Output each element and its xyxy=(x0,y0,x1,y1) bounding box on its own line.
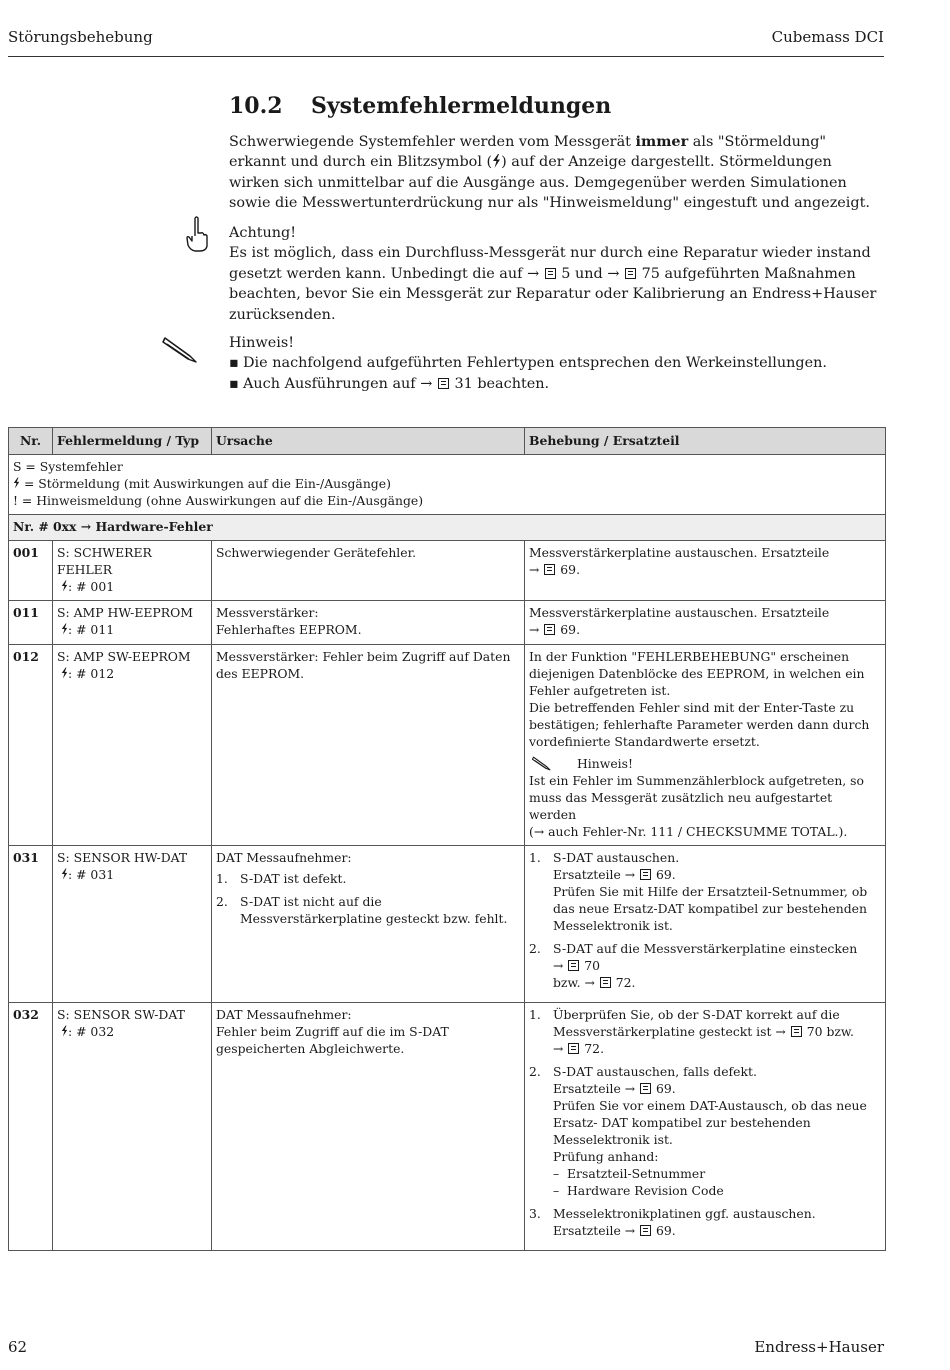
page-ref[interactable] xyxy=(420,376,473,392)
list-item xyxy=(529,1006,881,1057)
remedy-text: Messverstärkerplatine austauschen. Ersatzteile xyxy=(529,605,830,620)
cause-text: Messverstärker: xyxy=(216,605,319,620)
lightning-icon xyxy=(61,580,68,592)
header-product-name: Cubemass DCI xyxy=(771,28,884,46)
page-icon xyxy=(544,564,555,575)
list-item xyxy=(529,1063,881,1199)
dash-text: Ersatzteil-Setnummer xyxy=(567,1166,706,1181)
table-row xyxy=(9,601,886,645)
list-text xyxy=(553,940,881,991)
section-number: 10.2 xyxy=(229,93,283,119)
error-code xyxy=(57,578,207,595)
list-item xyxy=(216,870,520,887)
remedy-cell xyxy=(525,541,886,601)
error-number: 032 xyxy=(9,1003,53,1251)
page-ref[interactable] xyxy=(584,975,635,990)
remedy-text: bzw. xyxy=(822,1024,854,1039)
remedy-text: Messelektronikplatinen ggf. austauschen. xyxy=(553,1206,816,1221)
page-ref[interactable] xyxy=(775,1024,822,1039)
pointing-hand-icon xyxy=(184,216,210,254)
col-header-remedy: Behebung / Ersatzteil xyxy=(525,428,886,455)
page-ref-number: 31 xyxy=(454,375,473,392)
cause-title: DAT Messaufnehmer: xyxy=(216,1007,352,1022)
page-icon xyxy=(640,1225,651,1236)
page-number: 62 xyxy=(8,1338,28,1356)
intro-text-3: ) auf der Anzeige dargestellt. Störmeldungen wirken sich unmittelbar auf die Ausgänge aus. Demgegenüber werden Simulationen sowie die Messwertunterdrückung nur als "Hinweismeldung" eingestuft und angezeigt. xyxy=(229,154,870,212)
col-header-cause: Ursache xyxy=(212,428,525,455)
remedy-text: Die betreffenden Fehler sind mit der Enter-Taste zu bestätigen; fehlerhafte Parameter werden dann durch vordefinierte Standardwerte ersetzt. xyxy=(529,700,870,749)
group-label: Nr. # 0xx xyxy=(13,519,81,534)
page-ref[interactable] xyxy=(527,266,570,282)
col-header-nr: Nr. xyxy=(9,428,53,455)
arrow-icon: → xyxy=(527,265,540,282)
arrow-icon: → xyxy=(584,975,595,990)
warning-title: Achtung! xyxy=(229,225,297,241)
remedy-text: Ersatzteile xyxy=(553,1223,625,1238)
warning-block xyxy=(229,223,879,325)
intro-text-1: Schwerwiegende Systemfehler werden vom Messgerät xyxy=(229,134,636,150)
legend-cell xyxy=(9,455,886,515)
page-ref[interactable] xyxy=(529,562,580,577)
error-code xyxy=(57,866,207,883)
group-row xyxy=(9,515,886,541)
cause-cell: Schwerwiegender Gerätefehler. xyxy=(212,541,525,601)
inline-hint-text: Ist ein Fehler im Summenzählerblock aufgetreten, so muss das Messgerät zusätzlich neu aufgestartet werden xyxy=(529,773,865,822)
inline-hint xyxy=(529,754,881,772)
pencil-icon xyxy=(160,332,202,366)
remedy-text: S-DAT austauschen, falls defekt. xyxy=(553,1064,757,1079)
section-heading xyxy=(229,93,611,119)
list-item xyxy=(216,893,520,927)
list-number: 1. xyxy=(529,1007,541,1022)
remedy-text: bzw. xyxy=(553,975,585,990)
legend-row xyxy=(9,455,886,515)
page-ref-number: 69. xyxy=(656,867,676,882)
page-icon xyxy=(438,378,449,389)
cause-list xyxy=(216,870,520,927)
warning-text-2: und xyxy=(570,265,608,282)
page-icon xyxy=(544,624,555,635)
section-title: Systemfehlermeldungen xyxy=(311,93,612,119)
arrow-icon: → xyxy=(533,824,545,839)
header-rule xyxy=(8,56,884,57)
hint-bullet xyxy=(229,374,879,394)
footer-brand: Endress+Hauser xyxy=(754,1338,884,1356)
page-icon xyxy=(545,268,556,279)
page-ref[interactable] xyxy=(625,1081,676,1096)
dash-mark: – xyxy=(553,1166,560,1181)
error-type-cell xyxy=(53,601,212,645)
list-item xyxy=(529,1205,881,1239)
cause-cell xyxy=(212,846,525,1003)
page-icon xyxy=(791,1026,802,1037)
cause-cell xyxy=(212,601,525,645)
group-cell xyxy=(9,515,886,541)
page-ref[interactable] xyxy=(529,622,580,637)
table-row xyxy=(9,645,886,846)
intro-text-2: als "Störmeldung" erkannt und durch ein Blitzsymbol ( xyxy=(229,134,827,171)
page-ref[interactable] xyxy=(607,266,660,282)
remedy-text: Messverstärkerplatine austauschen. Ersatzteile xyxy=(529,545,830,560)
intro-bold: immer xyxy=(635,133,689,150)
page-icon xyxy=(640,1083,651,1094)
arrow-icon: → xyxy=(775,1024,786,1039)
error-code-text: : # 012 xyxy=(68,666,115,681)
intro-paragraph xyxy=(229,132,879,214)
dash-item xyxy=(553,1165,881,1182)
cause-cell: Messverstärker: Fehler beim Zugriff auf Daten des EEPROM. xyxy=(212,645,525,846)
error-code-text: : # 031 xyxy=(68,867,115,882)
warning-text xyxy=(229,243,879,325)
page-ref-number: 69. xyxy=(656,1223,676,1238)
list-number: 1. xyxy=(529,850,541,865)
bullet-icon: ▪ xyxy=(229,375,239,392)
page-ref-number: 70 xyxy=(806,1024,823,1039)
page-ref[interactable] xyxy=(625,867,676,882)
remedy-cell xyxy=(525,846,886,1003)
table-header-row xyxy=(9,428,886,455)
arrow-icon: → xyxy=(624,867,636,882)
remedy-text: Prüfen Sie vor einem DAT-Austausch, ob das neue Ersatz- DAT kompatibel zur bestehenden Messelektronik ist. xyxy=(553,1098,867,1147)
arrow-icon: → xyxy=(80,519,92,534)
remedy-text xyxy=(553,866,881,883)
list-text xyxy=(553,849,881,934)
legend-system: S = Systemfehler xyxy=(13,459,123,474)
legend-notice: ! = Hinweismeldung (ohne Auswirkungen auf die Ein-/Ausgänge) xyxy=(13,493,424,508)
remedy-list xyxy=(529,1006,881,1239)
cause-cell xyxy=(212,1003,525,1251)
list-text: S-DAT ist nicht auf die Messverstärkerplatine gesteckt bzw. fehlt. xyxy=(240,894,508,926)
page-ref[interactable] xyxy=(553,958,600,973)
dash-item xyxy=(553,1182,881,1199)
page-ref-number: 69. xyxy=(560,562,581,577)
arrow-icon: → xyxy=(529,622,540,637)
arrow-icon: → xyxy=(624,1223,636,1238)
arrow-icon: → xyxy=(529,562,540,577)
header-section-title: Störungsbehebung xyxy=(8,28,153,46)
list-text xyxy=(553,1205,816,1239)
remedy-text: Prüfen Sie mit Hilfe der Ersatzteil-Setnummer, ob das neue Ersatz-DAT kompatibel zur bestehenden Messelektronik ist. xyxy=(553,884,868,933)
page-icon xyxy=(568,1043,579,1054)
remedy-cell xyxy=(525,601,886,645)
list-number: 2. xyxy=(529,1064,541,1079)
page-icon xyxy=(625,268,636,279)
error-code xyxy=(57,621,207,638)
arrow-icon: → xyxy=(624,1081,636,1096)
page-ref[interactable] xyxy=(625,1223,676,1238)
hint-title: Hinweis! xyxy=(229,335,295,351)
list-number: 1. xyxy=(216,871,228,886)
page-ref-number: 72. xyxy=(584,1041,605,1056)
page-ref[interactable] xyxy=(553,1041,604,1056)
error-type-cell xyxy=(53,645,212,846)
list-item xyxy=(529,849,881,934)
list-number: 2. xyxy=(529,941,541,956)
table-row xyxy=(9,1003,886,1251)
page-ref-number: 72. xyxy=(615,975,636,990)
inline-hint-ref: (→ auch Fehler-Nr. 111 / CHECKSUMME TOTAL.). xyxy=(529,824,848,839)
error-table xyxy=(8,427,886,1251)
remedy-text: Überprüfen Sie, ob der S-DAT korrekt auf die Messverstärkerplatine gesteckt ist xyxy=(553,1007,840,1039)
inline-hint-title: Hinweis! xyxy=(577,755,633,771)
warning-text-1: Es ist möglich, dass ein Durchfluss-Messgerät nur durch eine Reparatur wieder instand gesetzt werden kann. Unbedingt die auf xyxy=(229,245,871,282)
remedy-cell xyxy=(525,645,886,846)
error-number: 011 xyxy=(9,601,53,645)
legend-fault xyxy=(13,475,881,492)
error-type-cell xyxy=(53,846,212,1003)
error-type-cell xyxy=(53,1003,212,1251)
remedy-text: S-DAT austauschen. xyxy=(553,850,680,865)
error-type: S: SENSOR HW-DAT xyxy=(57,850,188,865)
lightning-icon xyxy=(61,667,68,679)
remedy-text: S-DAT auf die Messverstärkerplatine einstecken xyxy=(553,941,858,956)
page-ref-number: 5 xyxy=(561,265,571,282)
list-number: 3. xyxy=(529,1206,541,1221)
list-item xyxy=(529,940,881,991)
bullet-icon: ▪ xyxy=(229,355,239,372)
warning-text-3: aufgeführten Maßnahmen beachten, bevor Sie ein Messgerät zur Reparatur oder Kalibrierung an Endress+Hauser zurücksenden. xyxy=(229,265,877,323)
arrow-icon: → xyxy=(607,265,620,282)
lightning-icon xyxy=(492,154,501,168)
list-number: 2. xyxy=(216,894,228,909)
error-code xyxy=(57,1023,207,1040)
lightning-icon xyxy=(61,1025,68,1037)
error-number: 031 xyxy=(9,846,53,1003)
group-label: Hardware-Fehler xyxy=(91,519,213,534)
cause-title: DAT Messaufnehmer: xyxy=(216,850,352,865)
table-row xyxy=(9,846,886,1003)
remedy-text: Ersatzteile xyxy=(553,867,625,882)
page-ref-number: 70 xyxy=(584,958,601,973)
error-type: S: SCHWERER FEHLER xyxy=(57,545,152,577)
cause-text: Fehler beim Zugriff auf die im S-DAT gespeicherten Abgleichwerte. xyxy=(216,1024,449,1056)
lightning-icon xyxy=(61,868,68,880)
remedy-list xyxy=(529,849,881,991)
table-row xyxy=(9,541,886,601)
page-ref-number: 69. xyxy=(656,1081,676,1096)
error-type-cell xyxy=(53,541,212,601)
page-icon xyxy=(568,960,579,971)
hint-bullet-text: Auch Ausführungen auf xyxy=(243,375,421,392)
page-ref-number: 75 xyxy=(641,265,660,282)
error-number: 001 xyxy=(9,541,53,601)
error-type: S: SENSOR SW-DAT xyxy=(57,1007,185,1022)
legend-fault-text: = Störmeldung (mit Auswirkungen auf die Ein-/Ausgänge) xyxy=(20,476,391,491)
cause-text: Fehlerhaftes EEPROM. xyxy=(216,622,362,637)
hint-bullet-text: Die nachfolgend aufgeführten Fehlertypen entsprechen den Werkeinstellungen. xyxy=(243,355,827,372)
error-type: S: AMP HW-EEPROM xyxy=(57,605,193,620)
error-type: S: AMP SW-EEPROM xyxy=(57,649,191,664)
remedy-cell xyxy=(525,1003,886,1251)
error-number: 012 xyxy=(9,645,53,846)
hint-bullet xyxy=(229,353,879,373)
arrow-icon: → xyxy=(553,958,564,973)
lightning-icon xyxy=(61,623,68,635)
error-code-text: : # 001 xyxy=(68,579,115,594)
error-code xyxy=(57,665,207,682)
lightning-icon xyxy=(13,477,20,489)
page-icon xyxy=(640,869,651,880)
dash-mark: – xyxy=(553,1183,560,1198)
list-text xyxy=(553,1063,881,1199)
page-icon xyxy=(600,977,611,988)
hint-bullet-text: beachten. xyxy=(472,375,550,392)
remedy-text: Ersatzteile xyxy=(553,1081,625,1096)
col-header-type: Fehlermeldung / Typ xyxy=(53,428,212,455)
page-ref-number: 69. xyxy=(560,622,581,637)
hint-block xyxy=(229,333,879,394)
remedy-text: Prüfung anhand: xyxy=(553,1149,659,1164)
inline-hint-ref-text: auch Fehler-Nr. 111 / CHECKSUMME TOTAL.). xyxy=(544,824,848,839)
error-code-text: : # 032 xyxy=(68,1024,115,1039)
list-text xyxy=(553,1006,881,1057)
arrow-icon: → xyxy=(420,375,433,392)
pencil-icon xyxy=(529,754,555,772)
dash-text: Hardware Revision Code xyxy=(567,1183,724,1198)
list-text: S-DAT ist defekt. xyxy=(240,871,347,886)
remedy-text: In der Funktion "FEHLERBEHEBUNG" erscheinen diejenigen Datenblöcke des EEPROM, in welchen ein Fehler aufgetreten ist. xyxy=(529,649,865,698)
error-code-text: : # 011 xyxy=(68,622,115,637)
arrow-icon: → xyxy=(553,1041,564,1056)
